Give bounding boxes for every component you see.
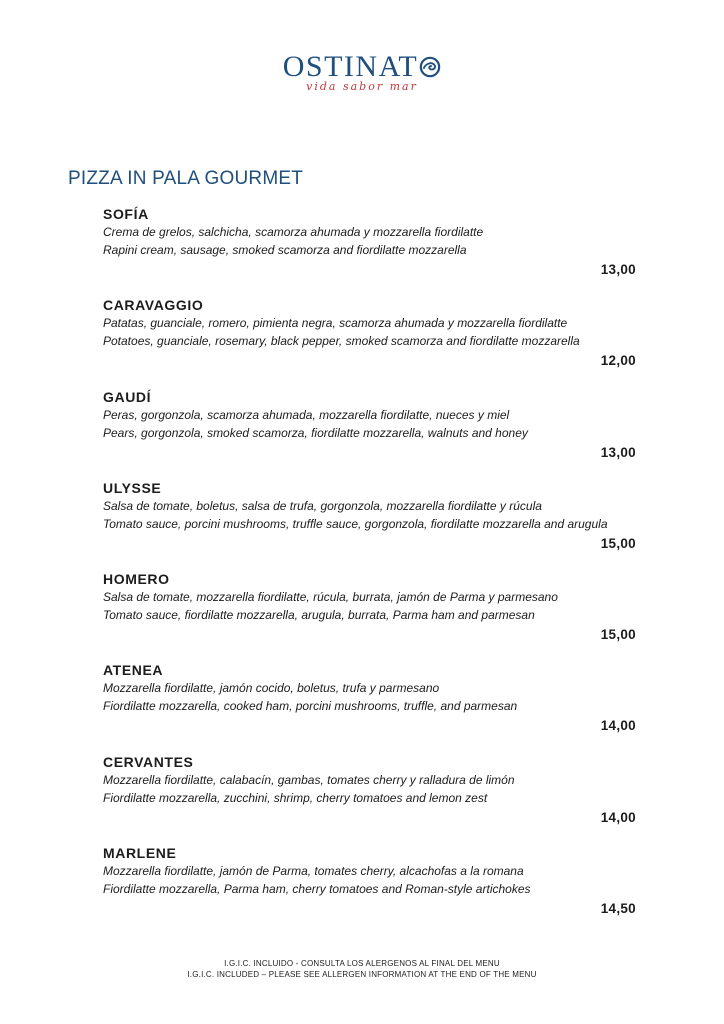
footer-line-en: I.G.I.C. INCLUDED – PLEASE SEE ALLERGEN INFORMATION AT THE END OF THE MENU (187, 970, 537, 979)
item-description-en: Pears, gorgonzola, smoked scamorza, fiordilatte mozzarella, walnuts and honey (103, 425, 528, 440)
menu-list (103, 206, 636, 936)
item-name: MARLENE (103, 845, 177, 862)
menu-item (103, 480, 636, 571)
item-description-en: Tomato sauce, fiordilatte mozzarella, arugula, burrata, Parma ham and parmesan (103, 608, 535, 623)
item-name: ULYSSE (103, 479, 162, 496)
item-name: SOFÍA (103, 206, 149, 222)
item-price: 13,00 (600, 262, 636, 277)
wave-swirl-icon (419, 56, 441, 78)
item-description-es: Mozzarella fiordilatte, jamón de Parma, tomates cherry, alcachofas a la romana (103, 864, 524, 879)
item-price: 15,00 (600, 627, 636, 643)
item-price: 12,00 (600, 353, 636, 369)
item-description-es: Mozzarella fiordilatte, jamón cocido, boletus, trufa y parmesano (103, 681, 440, 696)
item-description-es: Crema de grelos, salchicha, scamorza ahumada y mozzarella fiordilatte (103, 225, 484, 239)
item-description-en: Tomato sauce, porcini mushrooms, truffle sauce, gorgonzola, fiordilatte mozzarella and arugula (103, 516, 608, 531)
menu-item (103, 297, 636, 388)
brand-name: OSTINAT (282, 50, 419, 83)
menu-item (103, 571, 636, 662)
item-name: CARAVAGGIO (103, 297, 204, 314)
footer-note (0, 958, 724, 980)
brand-tagline: vida sabor mar (306, 80, 418, 93)
brand-name-wrap (283, 50, 442, 84)
item-description-es: Salsa de tomate, mozzarella fiordilatte, rúcula, burrata, jamón de Parma y parmesano (103, 590, 558, 605)
item-description-en: Fiordilatte mozzarella, Parma ham, cherry tomatoes and Roman-style artichokes (103, 882, 531, 897)
item-description-es: Peras, gorgonzola, scamorza ahumada, mozzarella fiordilatte, nueces y miel (103, 407, 510, 422)
item-name: ATENEA (103, 662, 164, 679)
item-description-es: Salsa de tomate, boletus, salsa de trufa, gorgonzola, mozzarella fiordilatte y rúcula (103, 498, 542, 513)
menu-item (103, 845, 636, 936)
item-price: 14,00 (600, 809, 636, 825)
item-description-en: Fiordilatte mozzarella, zucchini, shrimp, cherry tomatoes and lemon zest (103, 790, 488, 805)
item-description-es: Patatas, guanciale, romero, pimienta negra, scamorza ahumada y mozzarella fiordilatte (103, 316, 568, 331)
brand-logo (0, 50, 724, 84)
item-description-en: Fiordilatte mozzarella, cooked ham, porcini mushrooms, truffle, and parmesan (103, 699, 518, 714)
item-description-en: Potatoes, guanciale, rosemary, black pepper, smoked scamorza and fiordilatte mozzarella (103, 334, 580, 349)
item-price: 15,00 (600, 535, 636, 551)
menu-item (103, 389, 636, 480)
menu-item (103, 754, 636, 845)
item-price: 14,50 (600, 901, 636, 917)
footer-line-es: I.G.I.C. INCLUIDO - CONSULTA LOS ALERGENOS AL FINAL DEL MENU (224, 959, 500, 968)
menu-item (103, 206, 636, 297)
section-title: PIZZA IN PALA GOURMET (68, 168, 304, 189)
item-description-en: Rapini cream, sausage, smoked scamorza and fiordilatte mozzarella (103, 243, 467, 257)
item-name: GAUDÍ (103, 388, 152, 405)
item-name: HOMERO (103, 571, 170, 588)
item-price: 13,00 (600, 444, 636, 460)
item-description-es: Mozzarella fiordilatte, calabacín, gambas, tomates cherry y ralladura de limón (103, 772, 515, 787)
menu-item (103, 662, 636, 753)
item-price: 14,00 (600, 718, 636, 734)
item-name: CERVANTES (103, 753, 194, 770)
